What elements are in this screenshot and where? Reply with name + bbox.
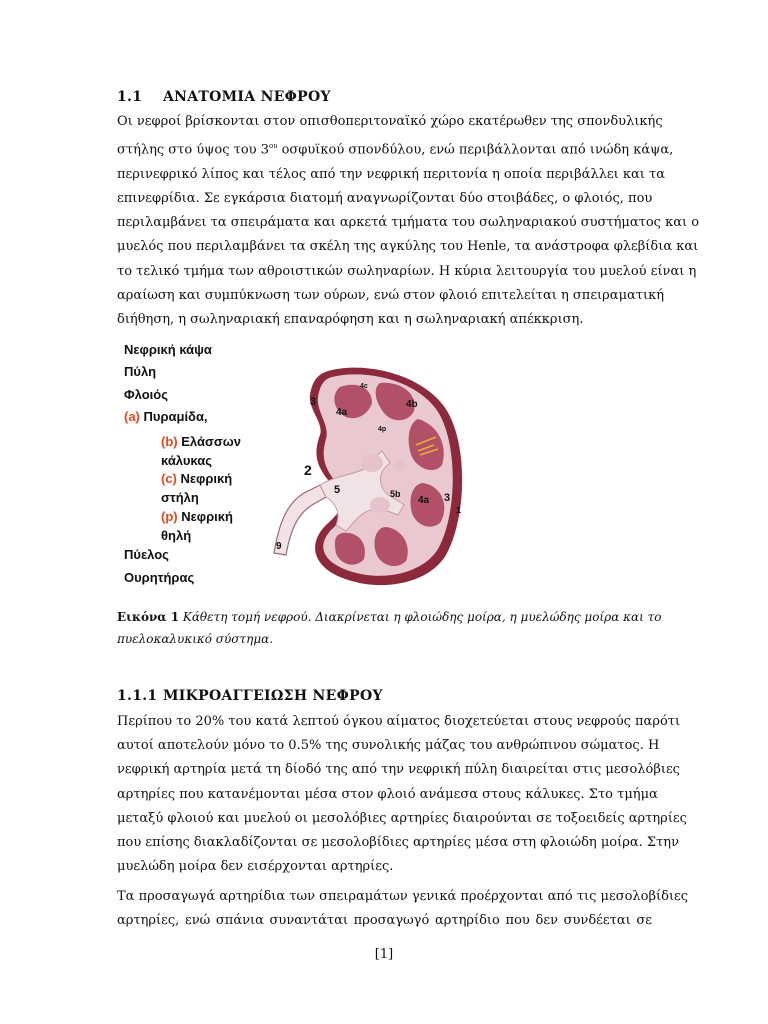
- superscript: ου: [268, 142, 278, 151]
- paragraph-line: αρτηρίες, ενώ σπάνια συναντάται προσαγωγό αρτηρίδιο που δεν συνδέεται σε: [117, 913, 652, 929]
- legend-label: στήλη: [161, 490, 199, 505]
- figure-label: 3: [444, 492, 451, 504]
- legend-pyramid: [124, 407, 208, 426]
- caption-text: Κάθετη τομή νεφρού. Διακρίνεται η φλοιώδης μοίρα, η μυελώδης μοίρα και το: [179, 610, 662, 624]
- minor-calyx: [370, 497, 390, 513]
- section-number: 1.1: [117, 89, 143, 105]
- legend-label: θηλή: [161, 528, 192, 543]
- figure-label: 4a: [336, 407, 348, 418]
- legend-hilum: Πύλη: [124, 364, 157, 379]
- legend-key-p: (p): [161, 509, 178, 524]
- legend-label: Ελάσσων: [177, 434, 241, 449]
- paragraph-line: Περίπου το 20% του κατά λεπτού όγκου αίματος διοχετεύεται στους νεφρούς παρότι: [117, 714, 681, 729]
- paragraph-line: μυελώδη μοίρα δεν εισέρχονται αρτηρίες.: [117, 859, 394, 875]
- paragraph-line: αρτηρίες που κατανέμονται μέσα στον φλοιό ανάμεσα στους κάλυκες. Στο τμήμα: [117, 786, 658, 802]
- paragraph-line: αυτοί αποτελούν μόνο το 0.5% της συνολικής μάζας του ανθρώπινου σώματος. Η: [117, 738, 660, 754]
- figure-label: 1: [456, 505, 462, 515]
- paragraph-line: στήλης στο ύψος του $3^{o\upsilon}$ οσφυϊκού σπονδύλου, ενώ περιβάλλονται από ινώδη κάψα,: [117, 142, 674, 158]
- paragraph-line: αραίωση και συμπύκνωση των ούρων, ενώ στον φλοιό επιτελείται η σπειραματική: [117, 287, 665, 303]
- minor-calyx: [361, 454, 383, 472]
- figure-label: 4a: [418, 495, 430, 506]
- legend-label: Πυραμίδα,: [139, 409, 208, 424]
- caption-label: Εικόνα 1: [117, 610, 180, 624]
- figure-label: 2: [304, 462, 312, 478]
- legend-label: κάλυκας: [161, 453, 212, 468]
- paragraph-line: Τα προσαγωγά αρτηρίδια των σπειραμάτων γενικά προέρχονται από τις μεσολοβίδιες: [117, 889, 689, 904]
- figure-label: 4p: [378, 426, 387, 433]
- legend-label: Νεφρική: [177, 509, 233, 524]
- paragraph-line: μυελός που περιλαμβάνει τα σκέλη της αγκύλης του Henle, τα ανάστροφα φλεβίδια και: [117, 239, 699, 255]
- paragraph-line: το τελικό τμήμα των αθροιστικών σωληναρίων. Η κύρια λειτουργία του μυελού είναι η: [117, 263, 697, 279]
- figure-caption: [117, 606, 662, 650]
- legend-ureter: Ουρητήρας: [124, 570, 195, 585]
- legend-key-a: (a): [124, 409, 140, 424]
- afferent-paragraph: [117, 885, 689, 933]
- section-heading: [117, 89, 331, 105]
- paragraph-line: νεφρική αρτηρία μετά τη δίοδό της από την νεφρική πύλη διαιρείται στις μεσολόβιες: [117, 762, 680, 778]
- paragraph-line: επινεφρίδια. Σε εγκάρσια διατομή αναγνωρίζονται δύο στοιβάδες, ο φλοιός, που: [117, 190, 653, 206]
- section-heading: [117, 688, 383, 704]
- legend-renal-column: [161, 469, 232, 507]
- figure-label: 5: [334, 484, 341, 496]
- caption-text: πυελοκαλυκικό σύστημα.: [117, 632, 274, 646]
- section-title: ΑΝΑΤΟΜΙΑ ΝΕΦΡΟΥ: [163, 89, 331, 105]
- paragraph-line: Οι νεφροί βρίσκονται στον οπισθοπεριτοναϊκό χώρο εκατέρωθεν της σπονδυλικής: [117, 114, 663, 129]
- legend-cortex: Φλοιός: [124, 387, 168, 402]
- figure-label: 4c: [360, 383, 368, 390]
- paragraph-line: που επίσης διακλαδίζονται σε μεσολοβίδιες αρτηρίες μέσα στη φλοιώδη μοίρα. Στην: [117, 835, 679, 851]
- paragraph-line: διήθηση, η σωληναριακή επαναρόφηση και η σωληναριακή απέκκριση.: [117, 311, 584, 327]
- page-number: [1]: [374, 947, 394, 962]
- microvasculature-paragraph: [117, 710, 687, 879]
- figure-label: 4b: [406, 399, 418, 410]
- legend-label: Νεφρική: [176, 471, 233, 486]
- section-title: ΜΙΚΡΟΑΓΓΕΙΩΣΗ ΝΕΦΡΟΥ: [163, 688, 383, 704]
- legend-key-c: (c): [161, 471, 177, 486]
- legend-minor-calyx: [161, 432, 241, 470]
- paragraph-line: περινεφρικό λίπος και τέλος από την νεφρική περιτονία η οποία περιβάλλει και τα: [117, 166, 665, 182]
- paragraph-line: μεταξύ φλοιού και μυελού οι μεσολόβιες αρτηρίες διαιρούνται σε τοξοειδείς αρτηρίες: [117, 810, 687, 826]
- legend-pelvis: Πύελος: [124, 547, 169, 562]
- paragraph-line: περιλαμβάνει τα σπειράματα και αρκετά τμήματα του σωληναριακού συστήματος και ο: [117, 215, 700, 231]
- figure-label: 3: [310, 396, 317, 408]
- kidney-cross-section-figure: [268, 365, 468, 590]
- legend-papilla: [161, 507, 233, 545]
- figure-label: 9: [276, 541, 282, 552]
- legend-key-b: (b): [161, 434, 178, 449]
- legend-capsule: Νεφρική κάψα: [124, 342, 212, 357]
- minor-calyx: [394, 460, 406, 470]
- anatomy-paragraph: [117, 110, 700, 332]
- section-number: 1.1.1: [117, 688, 158, 704]
- figure-label: 5b: [390, 489, 401, 499]
